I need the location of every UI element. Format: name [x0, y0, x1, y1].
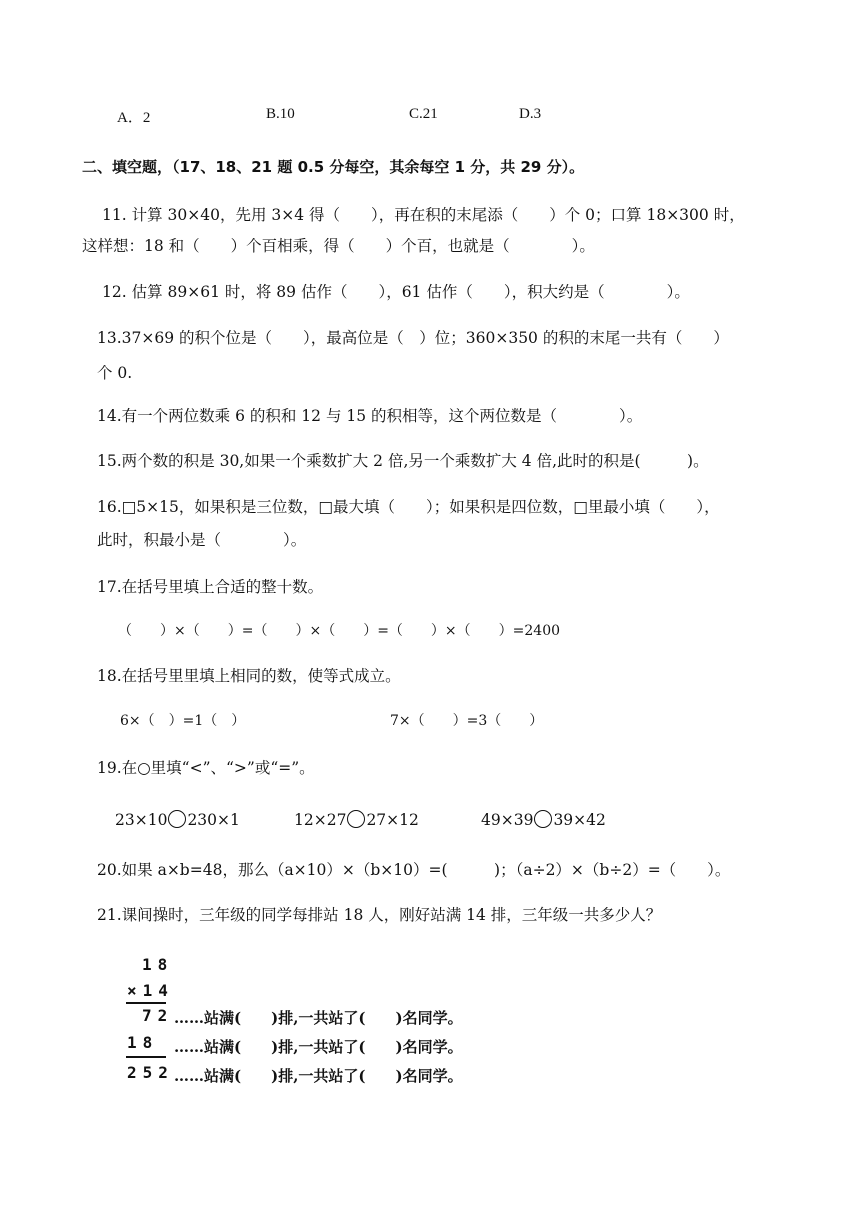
q18-expression-2: 7×（ ）=3（ ）	[390, 713, 544, 729]
q11-line2: 这样想：18 和（ ）个百相乘，得（ ）个百，也就是（ ）。	[82, 237, 595, 255]
q15: 15.两个数的积是 30,如果一个乘数扩大 2 倍,另一个乘数扩大 4 倍,此时的积是( )。	[97, 452, 709, 470]
q20: 20.如果 a×b=48，那么（a×10）×（b×10）=( )；（a÷2）×（b÷2）=（ ）。	[97, 861, 731, 879]
q19-left-3: 49×39	[481, 811, 534, 829]
q19-prompt: 19.在○里填“<”、“>”或“=”。	[97, 759, 315, 777]
q16-line1: 16.□5×15，如果积是三位数，□最大填（ ）；如果积是四位数，□里最小填（ ），	[97, 498, 720, 516]
q12: 12. 估算 89×61 时，将 89 估作（ ），61 估作（ ），积大约是（ ）。	[102, 283, 690, 301]
vertical-rule-2	[126, 1056, 166, 1058]
q17-prompt: 17.在括号里填上合适的整十数。	[97, 578, 324, 596]
vertical-partial-2: 18	[127, 1033, 159, 1052]
q19-compare-2	[294, 810, 419, 830]
vertical-partial-1: 72	[142, 1006, 174, 1025]
vertical-multiplier: ×14	[127, 981, 174, 1000]
q18-prompt: 18.在括号里里填上相同的数，使等式成立。	[97, 667, 401, 685]
q11-line1: 11. 计算 30×40，先用 3×4 得（ ），再在积的末尾添（ ）个 0；口算 18×300 时，	[102, 206, 745, 224]
option-b: B.10	[266, 106, 295, 122]
compare-circle-icon[interactable]	[534, 810, 552, 828]
q13-line1: 13.37×69 的积个位是（ ），最高位是（ ）位；360×350 的积的末尾一共有（ ）	[97, 329, 729, 347]
q13-line2: 个 0.	[97, 364, 133, 382]
vertical-rule-1	[126, 1002, 166, 1004]
vertical-result: 252	[127, 1063, 174, 1082]
q17-expression: （ ）×（ ）=（ ）×（ ）=（ ）×（ ）=2400	[118, 623, 561, 639]
q19-compare-1	[115, 810, 240, 830]
q21-prompt: 21.课间操时，三年级的同学每排站 18 人，刚好站满 14 排，三年级一共多少人？	[97, 906, 662, 924]
option-c: C.21	[409, 106, 438, 122]
option-a: A．2	[117, 110, 151, 126]
option-d: D.3	[519, 106, 542, 122]
q19-left-1: 23×10	[115, 811, 168, 829]
vertical-top: 18	[142, 955, 174, 974]
q19-left-2: 12×27	[294, 811, 347, 829]
vertical-note-2: ……站满( )排,一共站了( )名同学。	[174, 1038, 463, 1056]
q16-line2: 此时，积最小是（ ）。	[97, 531, 307, 549]
section-title: 二、填空题，（17、18、21 题 0.5 分每空，其余每空 1 分，共 29 分）。	[82, 158, 585, 176]
q19-right-1: 230×1	[187, 811, 240, 829]
compare-circle-icon[interactable]	[168, 810, 186, 828]
q19-compare-3	[481, 810, 606, 830]
vertical-note-1: ……站满( )排,一共站了( )名同学。	[174, 1009, 463, 1027]
q14: 14.有一个两位数乘 6 的积和 12 与 15 的积相等，这个两位数是（ ）。	[97, 407, 643, 425]
q19-right-2: 27×12	[366, 811, 419, 829]
q19-right-3: 39×42	[553, 811, 606, 829]
compare-circle-icon[interactable]	[347, 810, 365, 828]
q18-expression-1: 6×（ ）=1（ ）	[120, 713, 246, 729]
vertical-note-3: ……站满( )排,一共站了( )名同学。	[174, 1067, 463, 1085]
